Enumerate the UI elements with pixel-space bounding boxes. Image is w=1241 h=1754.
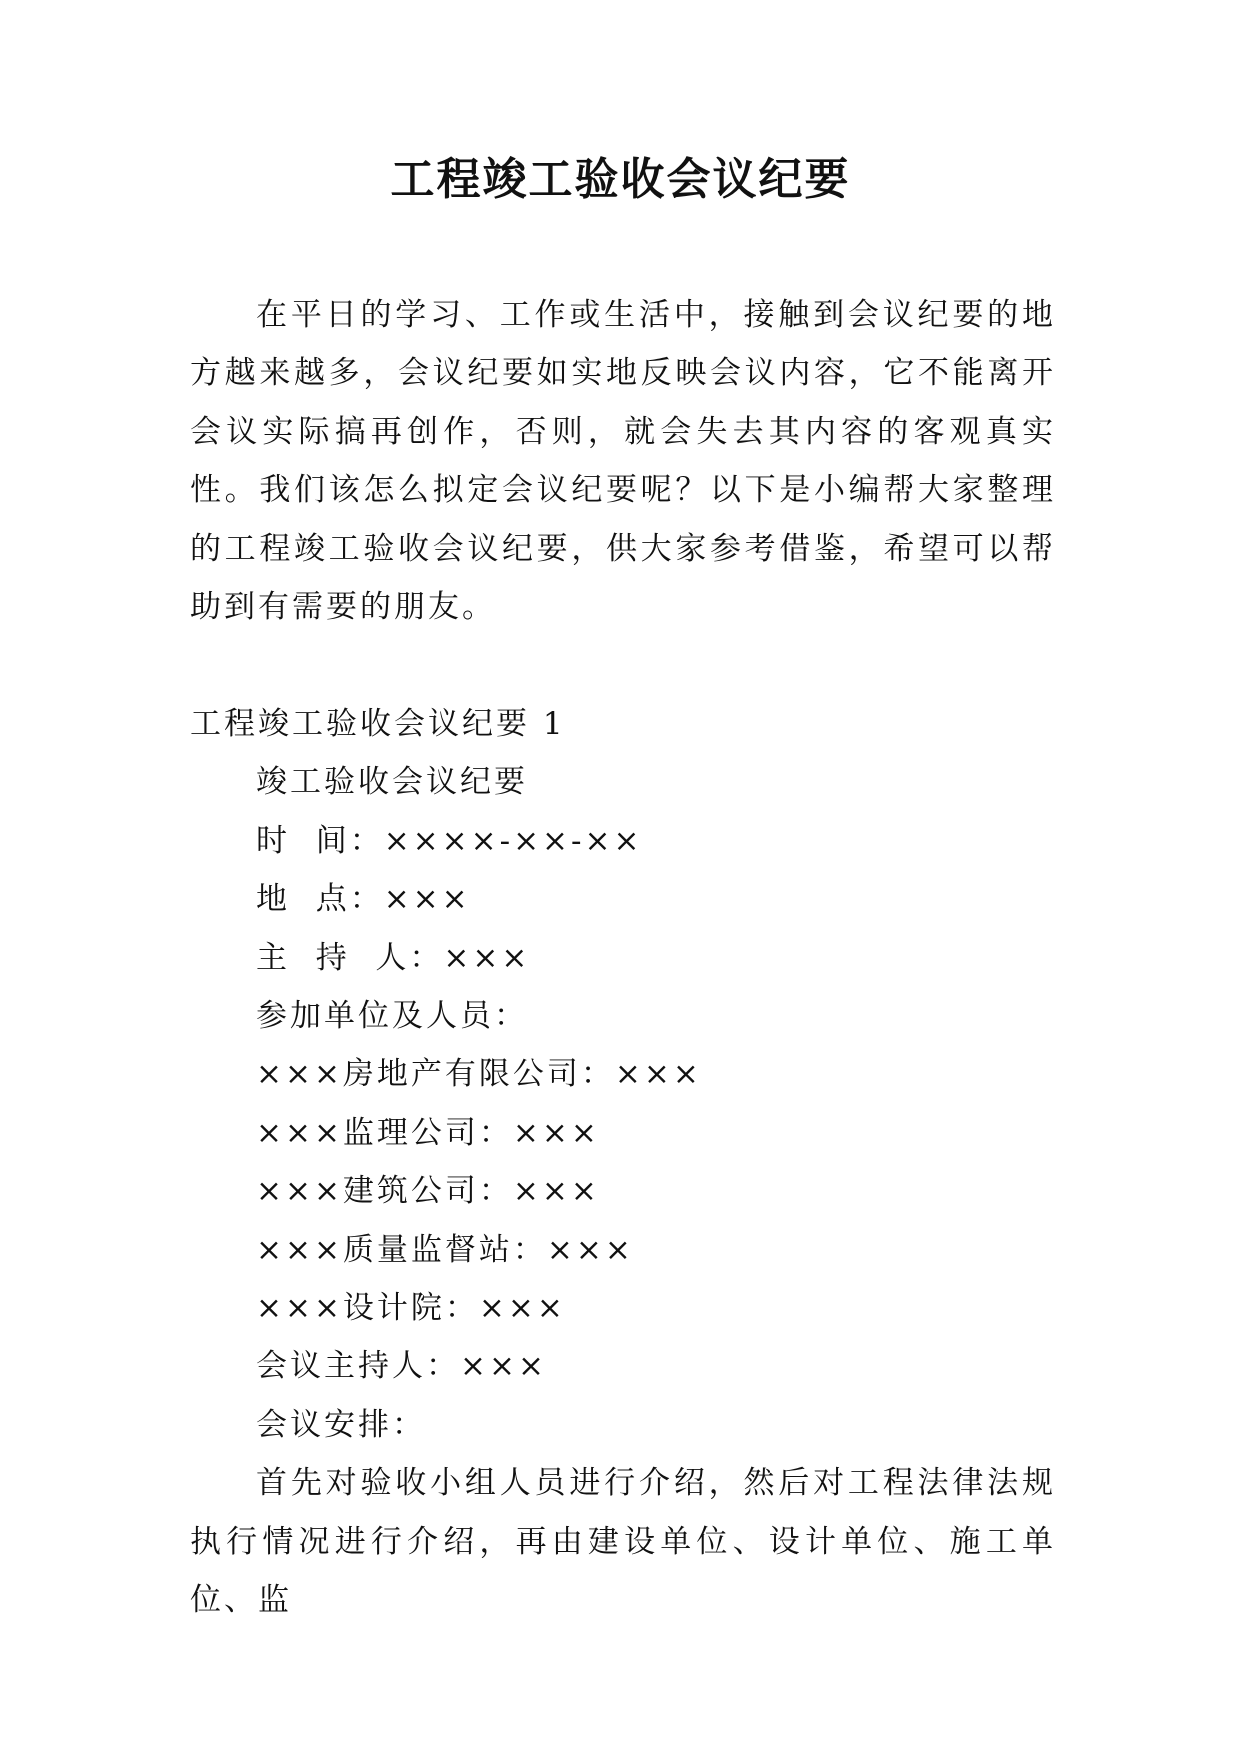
agenda-paragraph: 首先对验收小组人员进行介绍，然后对工程法律法规执行情况进行介绍，再由建设单位、设计单位、施工单位、监 — [190, 1465, 1056, 1619]
agenda-label: 会议安排： — [256, 1406, 426, 1443]
minutes-subtitle: 竣工验收会议纪要 — [256, 764, 528, 801]
intro-section — [190, 286, 1056, 636]
host-line: 主 持 人：××× — [256, 939, 531, 976]
time-line: 时 间：××××-××-×× — [256, 822, 643, 859]
minutes-section — [190, 695, 1056, 1630]
document-title: 工程竣工验收会议纪要 — [390, 154, 851, 205]
intro-paragraph: 在平日的学习、工作或生活中，接触到会议纪要的地方越来越多，会议纪要如实地反映会议内容，它不能离开会议实际搞再创作，否则，就会失去其内容的客观真实性。我们该怎么拟定会议纪要呢？以下是小编帮大家整理的工程竣工验收会议纪要，供大家参考借鉴，希望可以帮助到有需要的朋友。 — [190, 297, 1056, 626]
participant-line: ×××质量监督站：××× — [256, 1231, 634, 1268]
meeting-host-line: 会议主持人：××× — [256, 1348, 547, 1385]
participant-line: ×××监理公司：××× — [256, 1114, 600, 1151]
place-line: 地 点：××× — [256, 881, 471, 918]
participant-line: ×××设计院：××× — [256, 1290, 566, 1327]
participants-label: 参加单位及人员： — [256, 998, 528, 1035]
participant-line: ×××建筑公司：××× — [256, 1173, 600, 1210]
section-heading: 工程竣工验收会议纪要 1 — [190, 706, 566, 742]
participant-line: ×××房地产有限公司：××× — [256, 1056, 702, 1093]
